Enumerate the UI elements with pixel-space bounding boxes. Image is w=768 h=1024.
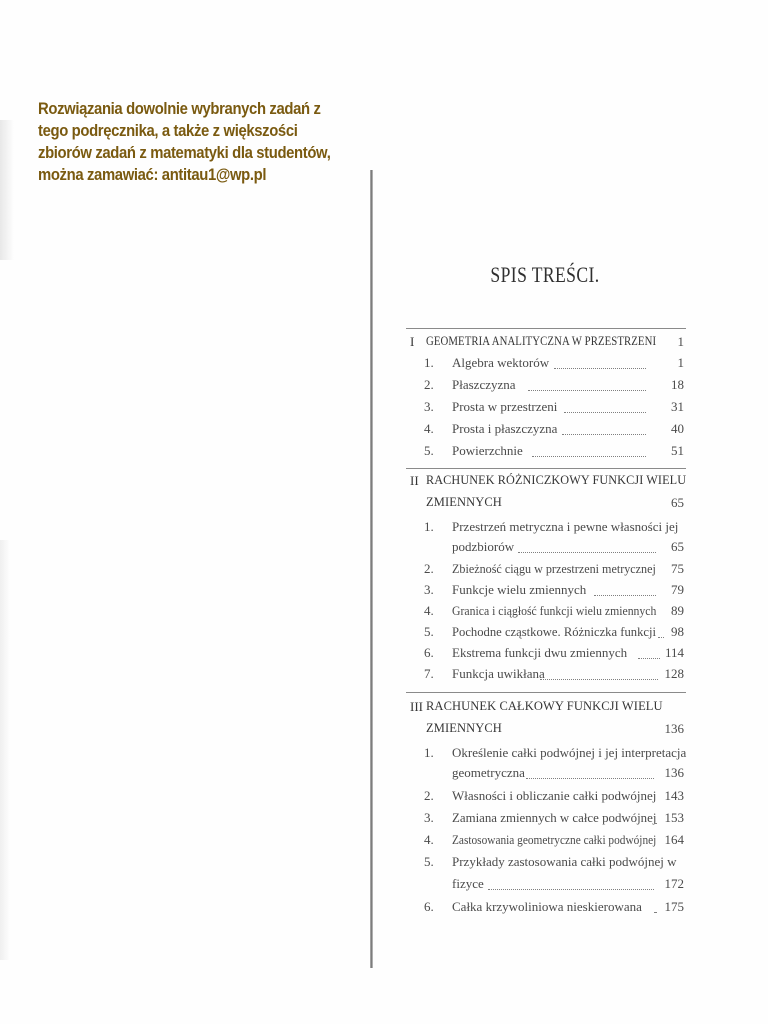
- leader-dots: [594, 594, 656, 596]
- chapter-page: 1: [677, 334, 684, 349]
- section-page: 143: [664, 788, 684, 803]
- leader-dots: [554, 367, 646, 369]
- toc-entry: [406, 561, 686, 581]
- toc-entry: [406, 832, 686, 852]
- section-title: Funkcje wielu zmiennych: [452, 582, 587, 597]
- toc-entry: [406, 355, 686, 375]
- promo-note: [38, 98, 331, 186]
- leader-dots: [658, 636, 664, 638]
- section-title: Płaszczyzna: [452, 377, 516, 392]
- toc-entry-continued: [406, 876, 686, 896]
- section-number: 4.: [424, 603, 434, 618]
- chapter-title: ZMIENNYCH: [426, 721, 502, 735]
- section-number: 1.: [424, 519, 434, 534]
- leader-dots: [654, 822, 656, 824]
- section-title: Powierzchnie: [452, 443, 523, 458]
- leader-dots: [654, 911, 656, 913]
- section-number: 3.: [424, 399, 434, 414]
- section-number: 6.: [424, 645, 434, 660]
- chapter-title: RACHUNEK CAŁKOWY FUNKCJI WIELU: [426, 699, 663, 713]
- section-title: Funkcja uwikłana: [452, 666, 545, 681]
- section-page: 175: [664, 899, 684, 914]
- leader-dots: [528, 389, 646, 391]
- leader-dots: [488, 888, 654, 890]
- section-page: 114: [664, 645, 684, 660]
- section-page: 128: [664, 666, 684, 681]
- chapter-title: ZMIENNYCH: [426, 495, 502, 509]
- promo-line: zbiorów zadań z matematyki dla studentów,: [38, 144, 331, 162]
- section-number: 4.: [424, 421, 434, 436]
- section-title: Ekstrema funkcji dwu zmiennych: [452, 645, 628, 660]
- chapter-divider: [406, 468, 686, 469]
- leader-dots: [562, 433, 646, 435]
- section-page: 18: [671, 377, 684, 392]
- chapter-row-continued: [406, 495, 686, 515]
- section-page: 136: [664, 765, 684, 780]
- chapter-page: 65: [671, 495, 684, 510]
- toc-entry: [406, 810, 686, 830]
- section-number: 2.: [424, 788, 434, 803]
- section-page: 1: [677, 355, 684, 370]
- section-number: 1.: [424, 745, 434, 760]
- chapter-number: II: [410, 473, 419, 488]
- chapter-row-continued: [406, 721, 686, 741]
- chapter-title: GEOMETRIA ANALITYCZNA W PRZESTRZENI: [426, 334, 657, 348]
- leader-dots: [532, 455, 646, 457]
- toc-entry-continued: [406, 539, 686, 559]
- section-number: 3.: [424, 582, 434, 597]
- section-number: 2.: [424, 377, 434, 392]
- promo-line: Rozwiązania dowolnie wybranych zadań z: [38, 100, 321, 118]
- section-number: 2.: [424, 561, 434, 576]
- section-title: Prosta i płaszczyzna: [452, 421, 558, 436]
- section-page: 98: [671, 624, 684, 639]
- section-page: 172: [664, 876, 684, 891]
- scan-edge-shadow: [0, 540, 10, 960]
- chapter-row: [406, 334, 686, 354]
- toc-entry: [406, 399, 686, 419]
- toc-entry: [406, 899, 686, 919]
- leader-dots: [564, 411, 646, 413]
- toc-entry: [406, 624, 686, 644]
- section-number: 6.: [424, 899, 434, 914]
- leader-dots: [518, 551, 656, 553]
- section-title: Własności i obliczanie całki podwójnej: [452, 788, 657, 803]
- toc-entry: [406, 666, 686, 686]
- toc-entry: [406, 519, 686, 539]
- chapter-row: [406, 699, 686, 719]
- section-page: 51: [671, 443, 684, 458]
- section-page: 164: [664, 832, 684, 847]
- section-page: 89: [671, 603, 684, 618]
- section-page: 65: [671, 539, 684, 554]
- chapter-number: I: [410, 334, 415, 349]
- promo-line: tego podręcznika, a także z większości: [38, 122, 298, 140]
- section-number: 5.: [424, 443, 434, 458]
- section-page: 31: [671, 399, 684, 414]
- chapter-row: [406, 473, 686, 493]
- section-title: Pochodne cząstkowe. Różniczka funkcji: [452, 624, 657, 639]
- promo-line: można zamawiać: antitau1@wp.pl: [38, 166, 267, 184]
- section-title: Granica i ciągłość funkcji wielu zmiennych: [452, 603, 657, 618]
- chapter-number: III: [410, 699, 423, 714]
- chapter-title: RACHUNEK RÓŻNICZKOWY FUNKCJI WIELU: [426, 473, 687, 487]
- section-number: 5.: [424, 624, 434, 639]
- section-number: 3.: [424, 810, 434, 825]
- section-title: Zastosowania geometryczne całki podwójnej: [452, 832, 657, 847]
- toc-entry: [406, 443, 686, 463]
- book-spine: [370, 170, 373, 968]
- section-title: Prosta w przestrzeni: [452, 399, 558, 414]
- toc-top-rule: [406, 328, 686, 329]
- section-title: fizyce: [452, 876, 484, 891]
- section-title: Całka krzywoliniowa nieskierowana: [452, 899, 642, 914]
- section-title: Przykłady zastosowania całki podwójnej w: [452, 854, 677, 869]
- chapter-page: 136: [664, 721, 684, 736]
- section-title: Algebra wektorów: [452, 355, 550, 370]
- toc-entry: [406, 603, 686, 623]
- section-number: 1.: [424, 355, 434, 370]
- chapter-divider: [406, 692, 686, 693]
- section-number: 4.: [424, 832, 434, 847]
- section-page: 79: [671, 582, 684, 597]
- toc-entry: [406, 582, 686, 602]
- leader-dots: [526, 777, 654, 779]
- toc-entry: [406, 421, 686, 441]
- section-number: 7.: [424, 666, 434, 681]
- section-page: 75: [671, 561, 684, 576]
- section-title: Zamiana zmiennych w całce podwójnej: [452, 810, 657, 825]
- toc-title: SPIS TREŚCI.: [490, 262, 600, 287]
- toc-entry: [406, 645, 686, 665]
- section-title: Określenie całki podwójnej i jej interpretacja: [452, 745, 687, 760]
- section-title: Zbieżność ciągu w przestrzeni metrycznej: [452, 561, 656, 576]
- scan-edge-shadow: [0, 120, 14, 260]
- section-title: Przestrzeń metryczna i pewne własności jej: [452, 519, 679, 534]
- toc-entry: [406, 745, 686, 765]
- leader-dots: [638, 657, 660, 659]
- toc-entry: [406, 788, 686, 808]
- toc-entry: [406, 854, 686, 874]
- section-page: 153: [664, 810, 684, 825]
- section-page: 40: [671, 421, 684, 436]
- toc-entry-continued: [406, 765, 686, 785]
- toc-entry: [406, 377, 686, 397]
- section-title: geometryczna: [452, 765, 525, 780]
- section-number: 5.: [424, 854, 434, 869]
- leader-dots: [540, 678, 658, 680]
- section-title: podzbiorów: [452, 539, 515, 554]
